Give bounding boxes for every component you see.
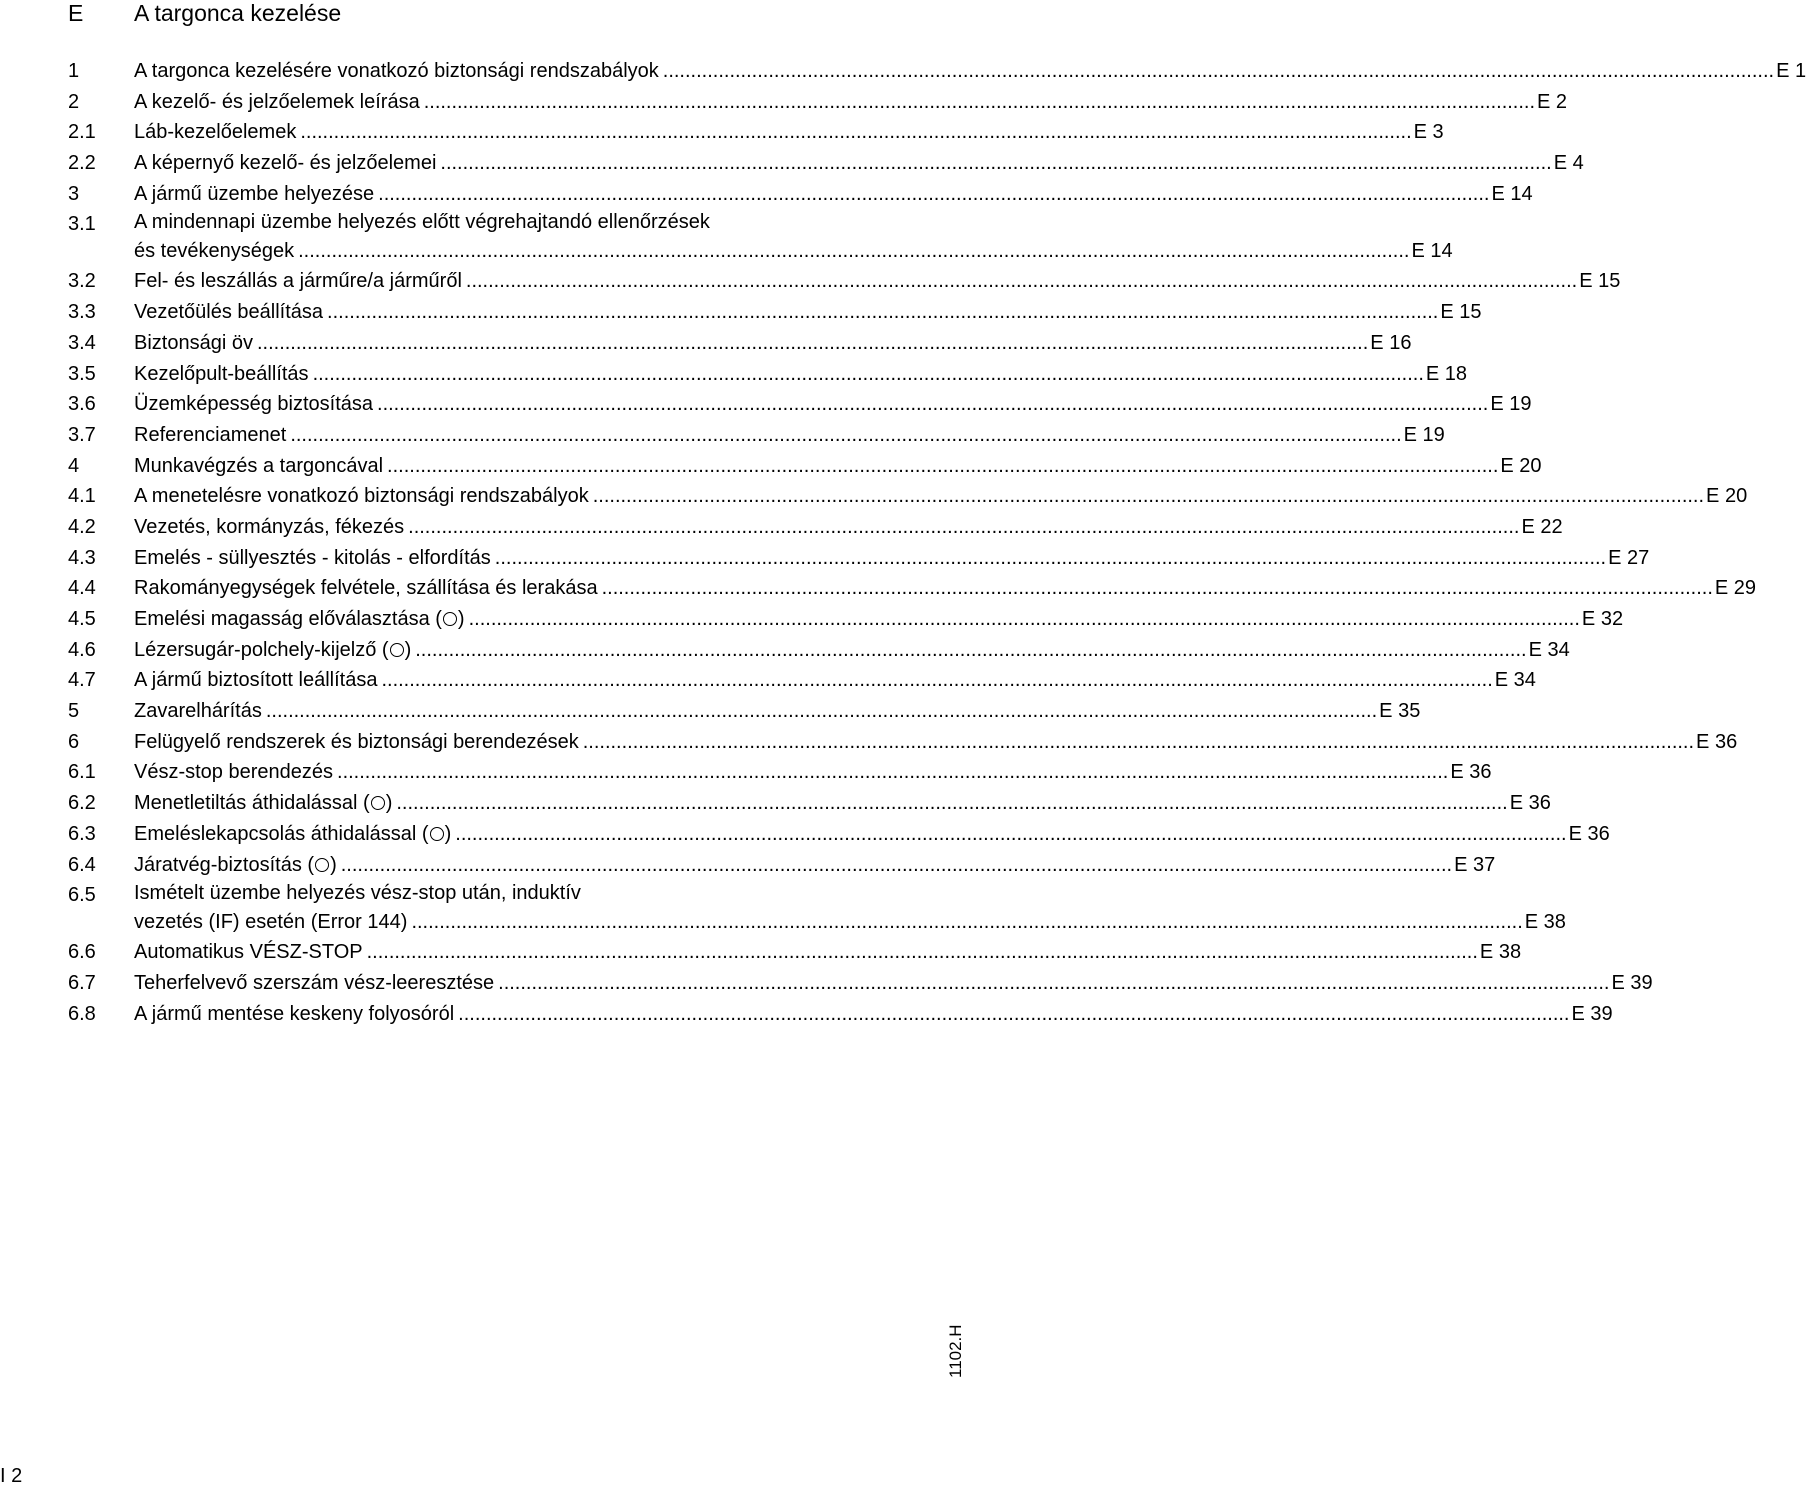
- toc-entry-title: [134, 543, 495, 574]
- toc-entry-title: [134, 604, 469, 635]
- toc-entry-number: 2: [68, 90, 80, 113]
- toc-entry-title: [134, 56, 663, 87]
- toc-entry[interactable]: [0, 880, 1566, 937]
- toc-dot-leader: [341, 850, 1452, 881]
- toc-entry-title: [134, 788, 396, 819]
- toc-entry-number: 3.2: [68, 270, 96, 293]
- toc-entry-title: [134, 665, 381, 696]
- option-circle-icon: [390, 643, 404, 657]
- toc-entry-title-text: és tevékenységek: [134, 240, 295, 263]
- toc-entry-number: 3.7: [68, 423, 96, 446]
- toc-entry-page: E 2: [1537, 90, 1568, 113]
- toc-entry-page: E 39: [1611, 971, 1653, 994]
- toc-entry-title-text: A jármű biztosított leállítása: [134, 669, 378, 692]
- toc-entry-body: [134, 209, 1453, 266]
- toc-entry-body: [134, 999, 1613, 1030]
- toc-entry-body: [134, 328, 1412, 359]
- toc-entry-title-suffix: ): [444, 822, 452, 845]
- toc-entry-title-text: A menetelésre vonatkozó biztonsági rendszabályok: [134, 485, 589, 508]
- toc-entry-title-text: Láb-kezelőelemek: [134, 121, 297, 144]
- toc-entry-number: 3.1: [68, 213, 96, 236]
- toc-entry-body: [134, 880, 1566, 937]
- toc-entry-body: [134, 389, 1532, 420]
- toc-entry-page: E 38: [1479, 941, 1522, 964]
- toc-entry-title: [134, 757, 337, 788]
- toc-dot-leader: [495, 543, 1606, 574]
- toc-entry-number: 6.6: [68, 941, 96, 964]
- toc-entry-title: [134, 420, 290, 451]
- toc-dot-leader: [469, 604, 1580, 635]
- toc-entry-number: 4.7: [68, 669, 96, 692]
- toc-entry-number: 4.1: [68, 485, 96, 508]
- toc-entry-title: [134, 117, 300, 148]
- toc-entry-body: [134, 788, 1551, 819]
- toc-entry[interactable]: [0, 665, 1536, 696]
- toc-dot-leader: [327, 297, 1438, 328]
- toc-entry-number: 6.2: [68, 792, 96, 815]
- toc-entry-title-text: A jármű üzembe helyezése: [134, 182, 375, 205]
- toc-entry-title-text: Menetletiltás áthidalással (: [134, 792, 370, 815]
- toc-entry-page: E 37: [1454, 853, 1496, 876]
- toc-entry-title: [134, 907, 411, 937]
- toc-entry-title-text: vezetés (IF) esetén (Error 144): [134, 911, 408, 934]
- toc-entry-title-text: Vezetőülés beállítása: [134, 301, 324, 324]
- toc-dot-leader: [583, 727, 1694, 758]
- toc-entry[interactable]: [0, 757, 1492, 788]
- toc-entry-page: E 20: [1500, 454, 1542, 477]
- toc-dot-leader: [377, 389, 1488, 420]
- toc-entry-title-text: Emelési magasság előválasztása (: [134, 608, 442, 630]
- toc-entry[interactable]: [0, 117, 1444, 148]
- toc-entry-page: E 15: [1579, 270, 1621, 293]
- toc-entry-body: [134, 420, 1445, 451]
- toc-entry[interactable]: [0, 727, 1738, 758]
- toc-entry-title-text: Emelés - süllyesztés - kitolás - elfordítás: [134, 546, 491, 569]
- toc-entry-page: E 4: [1553, 152, 1584, 175]
- toc-entry-title: [134, 148, 440, 179]
- toc-entry-title: [134, 937, 367, 968]
- toc-entry-body: [134, 117, 1444, 148]
- toc-entry-page: E 39: [1571, 1002, 1613, 1025]
- toc-entry[interactable]: [0, 481, 1748, 512]
- toc-entry-number: 6.5: [68, 884, 96, 907]
- toc-entry-title-suffix: ): [404, 638, 412, 661]
- toc-entry[interactable]: [0, 87, 1568, 118]
- toc-entry[interactable]: [0, 389, 1532, 420]
- toc-dot-leader: [290, 420, 1401, 451]
- toc-entry-number: 6.8: [68, 1002, 96, 1025]
- toc-entry[interactable]: [0, 266, 1621, 297]
- toc-entry-number: 4.5: [68, 608, 96, 630]
- toc-entry-body: [134, 179, 1533, 210]
- toc-entry-title: [134, 328, 257, 359]
- toc-entry-title: [134, 179, 378, 210]
- chapter-letter: E: [68, 0, 84, 26]
- toc-dot-leader: [593, 481, 1704, 512]
- toc-dot-leader: [298, 236, 1409, 266]
- toc-entry-title-text: Vezetés, kormányzás, fékezés: [134, 515, 405, 538]
- toc-entry-number: 3.6: [68, 393, 96, 416]
- toc-entry-number: 4.6: [68, 638, 96, 661]
- toc-entry-page: E 36: [1450, 761, 1492, 784]
- toc-entry-title-suffix: ): [385, 792, 393, 815]
- toc-entry-page: E 16: [1370, 331, 1412, 354]
- toc-entry-body: [134, 451, 1542, 482]
- toc-entry-title: [134, 481, 593, 512]
- toc-entry[interactable]: [0, 968, 1653, 999]
- option-circle-icon: [430, 827, 444, 841]
- toc-entry-number: 3.3: [68, 301, 96, 324]
- page-number: I 2: [0, 1465, 23, 1487]
- toc-entry-body: [134, 87, 1568, 118]
- toc-entry-page: E 19: [1490, 393, 1532, 416]
- toc-entry-title-text: Referenciamenet: [134, 423, 287, 446]
- toc-entry-body: [134, 757, 1492, 788]
- toc-entry-page: E 36: [1509, 792, 1551, 815]
- toc-entry-title: [134, 968, 498, 999]
- toc-entry-body: [134, 819, 1610, 850]
- toc-entry-body: [134, 665, 1536, 696]
- toc-entry-title-text: A jármű mentése keskeny folyosóról: [134, 1002, 455, 1025]
- toc-entry[interactable]: [0, 512, 1563, 543]
- toc-entry-page: E 14: [1491, 182, 1533, 205]
- toc-entry[interactable]: [0, 696, 1421, 727]
- toc-entry-number: 1: [68, 60, 80, 82]
- toc-entry-number: 2.2: [68, 152, 96, 175]
- toc-entry-title: [134, 87, 424, 118]
- toc-entry-title-text: Munkavégzés a targoncával: [134, 454, 384, 477]
- toc-entry-body: [134, 573, 1757, 604]
- toc-entry-title: [134, 512, 408, 543]
- toc-dot-leader: [313, 359, 1424, 390]
- toc-entry[interactable]: [0, 543, 1650, 574]
- toc-entry-body: [134, 604, 1624, 635]
- toc-entry-page: E 34: [1494, 669, 1536, 692]
- toc-entry-title-text: Vész-stop berendezés: [134, 761, 334, 784]
- toc-entry-title: [134, 389, 377, 420]
- toc-entry-body: [134, 543, 1650, 574]
- toc-dot-leader: [602, 573, 1713, 604]
- toc-entry-page: E 36: [1696, 730, 1738, 753]
- toc-entry-page: E 27: [1608, 546, 1650, 569]
- toc-entry-body: [134, 937, 1522, 968]
- toc-dot-leader: [415, 635, 1526, 666]
- toc-dot-leader: [378, 179, 1489, 210]
- toc-entry-body: [134, 56, 1806, 87]
- toc-entry-number: 3.4: [68, 331, 96, 354]
- toc-entry-number: 4.4: [68, 577, 96, 600]
- toc-entry-page: E 19: [1403, 423, 1445, 446]
- toc-entry-page: E 35: [1379, 700, 1421, 723]
- toc-entry-page: E 34: [1528, 638, 1570, 661]
- toc-entry-body: [134, 266, 1621, 297]
- chapter-header: [0, 0, 960, 28]
- toc-entry-title: [134, 297, 327, 328]
- toc-entry-title: [134, 451, 387, 482]
- toc-entry-body: [134, 850, 1496, 881]
- toc-entry[interactable]: [0, 297, 1482, 328]
- toc-dot-leader: [396, 788, 1507, 819]
- toc-entry-body: [134, 512, 1563, 543]
- toc-entry-body: [134, 968, 1653, 999]
- toc-entry-title-text: Emeléslekapcsolás áthidalással (: [134, 822, 429, 845]
- option-circle-icon: [371, 796, 385, 810]
- toc-entry-title: [134, 999, 458, 1030]
- toc-entry[interactable]: [0, 573, 1757, 604]
- toc-entry-body: [134, 481, 1748, 512]
- toc-entry[interactable]: [0, 328, 1412, 359]
- toc-entry-title-text: Fel- és leszállás a járműre/a járműről: [134, 270, 462, 293]
- toc-entry[interactable]: [0, 148, 1584, 179]
- toc-entry-title-text: Automatikus VÉSZ-STOP: [134, 941, 363, 964]
- toc-entry-number: 5: [68, 700, 80, 723]
- toc-entry-title: [134, 359, 313, 390]
- toc-entry-title-text: Rakományegységek felvétele, szállítása és lerakása: [134, 577, 598, 600]
- toc-entry[interactable]: [0, 420, 1445, 451]
- toc-entry-title: [134, 236, 298, 266]
- toc-entry-number: 4.2: [68, 515, 96, 538]
- toc-entry[interactable]: [0, 788, 1551, 819]
- chapter-title: A targonca kezelése: [134, 0, 342, 26]
- toc-entry-page: E 3: [1413, 121, 1444, 144]
- toc-entry-title-line1: Ismételt üzembe helyezés vész-stop után, induktív: [134, 882, 581, 905]
- toc-dot-leader: [381, 665, 1492, 696]
- toc-entry[interactable]: [0, 56, 1806, 87]
- toc-entry-title-suffix: ): [330, 853, 337, 876]
- toc-entry-title-line1: A mindennapi üzembe helyezés előtt végrehajtandó ellenőrzések: [134, 211, 710, 234]
- toc-entry[interactable]: [0, 179, 1533, 210]
- toc-entry[interactable]: [0, 819, 1610, 850]
- toc-entry-number: 3.5: [68, 362, 96, 385]
- toc-entry[interactable]: [0, 604, 1624, 635]
- toc-entry-title: [134, 727, 583, 758]
- toc-dot-leader: [663, 56, 1774, 87]
- toc-entry-number: 6.1: [68, 761, 96, 784]
- toc-dot-leader: [498, 968, 1609, 999]
- toc-entry-body: [134, 359, 1468, 390]
- toc-dot-leader: [257, 328, 1368, 359]
- toc-dot-leader: [440, 148, 1551, 179]
- toc-entry-title-text: Üzemképesség biztosítása: [134, 393, 374, 416]
- toc-dot-leader: [337, 757, 1448, 788]
- option-circle-icon: [443, 612, 457, 626]
- toc-entry-title-text: Kezelőpult-beállítás: [134, 362, 309, 385]
- toc-entry-title-text: Járatvég-biztosítás (: [134, 853, 315, 876]
- toc-entry[interactable]: [0, 999, 1613, 1030]
- toc-entry-number: 6: [68, 730, 80, 753]
- toc-entry-title-text: A targonca kezelésére vonatkozó biztonsági rendszabályok: [134, 60, 659, 82]
- toc-entry[interactable]: [0, 209, 1453, 266]
- toc-entry-page: E 15: [1440, 301, 1482, 324]
- table-of-contents: [0, 56, 1806, 1029]
- toc-entry-page: E 1: [1776, 60, 1806, 82]
- toc-entry-number: 2.1: [68, 121, 96, 144]
- toc-dot-leader: [408, 512, 1519, 543]
- toc-entry-title-text: A képernyő kezelő- és jelzőelemei: [134, 152, 437, 175]
- toc-entry[interactable]: [0, 937, 1522, 968]
- toc-entry-title-text: A kezelő- és jelzőelemek leírása: [134, 90, 420, 113]
- toc-entry-body: [134, 727, 1738, 758]
- toc-entry-title-text: Lézersugár-polchely-kijelző (: [134, 638, 389, 661]
- toc-entry-title-text: Zavarelhárítás: [134, 700, 262, 723]
- toc-entry-page: E 32: [1581, 608, 1624, 630]
- toc-entry-body: [134, 696, 1421, 727]
- toc-entry-page: E 38: [1524, 911, 1566, 934]
- toc-entry-page: E 22: [1521, 515, 1563, 538]
- document-code: 1102.H: [946, 1324, 965, 1378]
- option-circle-icon: [315, 858, 329, 872]
- toc-dot-leader: [411, 907, 1522, 937]
- toc-dot-leader: [458, 999, 1569, 1030]
- toc-entry-page: E 14: [1411, 240, 1453, 263]
- toc-dot-leader: [367, 937, 1478, 968]
- toc-entry-title-suffix: ): [457, 608, 465, 630]
- toc-dot-leader: [455, 819, 1566, 850]
- toc-entry-title: [134, 266, 466, 297]
- toc-entry-title: [134, 696, 266, 727]
- toc-entry-title-text: Felügyelő rendszerek és biztonsági berendezések: [134, 730, 579, 753]
- toc-entry-body: [134, 297, 1482, 328]
- toc-entry-title: [134, 573, 602, 604]
- toc-dot-leader: [266, 696, 1377, 727]
- toc-entry-number: 6.4: [68, 853, 96, 876]
- toc-entry[interactable]: [0, 850, 1496, 881]
- toc-entry-page: E 18: [1425, 362, 1468, 385]
- toc-entry[interactable]: [0, 451, 1542, 482]
- toc-entry-number: 3: [68, 182, 80, 205]
- toc-entry-title: [134, 635, 415, 666]
- toc-entry[interactable]: [0, 359, 1468, 390]
- toc-entry[interactable]: [0, 635, 1570, 666]
- toc-entry-page: E 36: [1568, 822, 1610, 845]
- toc-dot-leader: [424, 87, 1535, 118]
- toc-entry-title-text: Biztonsági öv: [134, 331, 253, 354]
- toc-dot-leader: [387, 451, 1498, 482]
- toc-entry-number: 6.3: [68, 822, 96, 845]
- toc-entry-title-text: Teherfelvevő szerszám vész-leeresztése: [134, 971, 495, 994]
- toc-entry-page: E 20: [1706, 485, 1748, 508]
- toc-entry-page: E 29: [1714, 577, 1757, 600]
- toc-entry-number: 4: [68, 454, 80, 477]
- toc-entry-body: [134, 148, 1584, 179]
- toc-dot-leader: [300, 117, 1411, 148]
- toc-dot-leader: [466, 266, 1577, 297]
- toc-entry-number: 4.3: [68, 546, 96, 569]
- toc-entry-number: 6.7: [68, 971, 96, 994]
- toc-entry-title: [134, 819, 455, 850]
- toc-entry-body: [134, 635, 1570, 666]
- toc-entry-title: [134, 850, 341, 881]
